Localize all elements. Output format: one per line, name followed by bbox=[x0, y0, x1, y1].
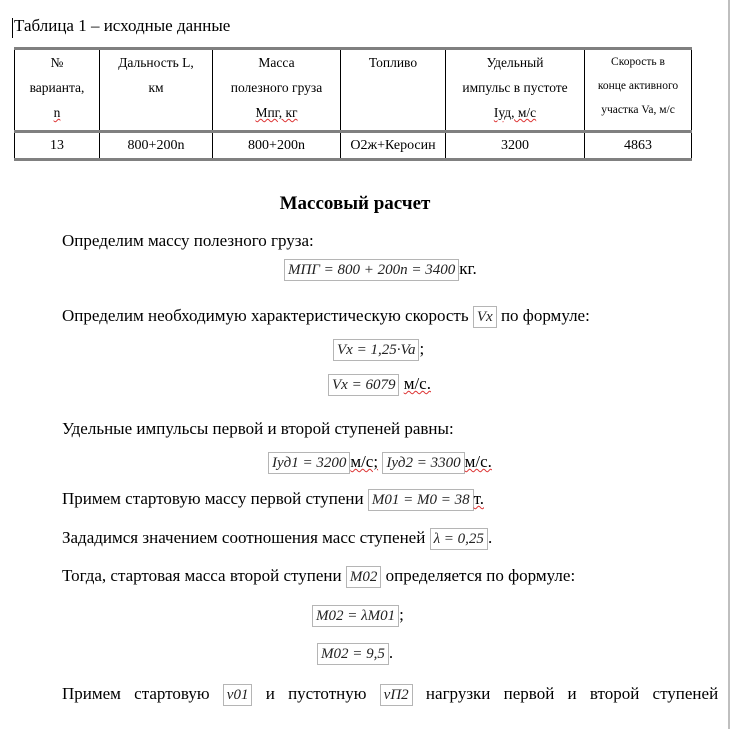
formula: M01 = M0 = 38 bbox=[368, 489, 474, 511]
header-variant: № варианта, n bbox=[15, 49, 100, 132]
paragraph: Определим массу полезного груза: bbox=[62, 231, 314, 250]
table-title: Таблица 1 – исходные данные bbox=[14, 16, 231, 35]
formula: M02 = 9,5 bbox=[317, 643, 389, 665]
header-specific-impulse: Удельный импульс в пустоте Iуд, м/с bbox=[446, 49, 585, 132]
formula-line bbox=[268, 452, 492, 474]
table-row bbox=[15, 132, 692, 160]
unit: . bbox=[388, 643, 394, 662]
formula-line bbox=[333, 339, 424, 361]
formula: MПГ = 800 + 200n = 3400 bbox=[284, 259, 459, 281]
formula-line bbox=[312, 605, 404, 627]
formula: Vx bbox=[473, 306, 497, 328]
cell-variant: 13 bbox=[15, 132, 100, 160]
unit: м/с. bbox=[464, 452, 492, 471]
header-velocity: Скорость в конце активного участка Va, м/с bbox=[585, 49, 692, 132]
header-payload: Масса полезного груза Mпг, кг bbox=[213, 49, 341, 132]
unit: т. bbox=[473, 489, 484, 508]
formula: ν01 bbox=[223, 684, 253, 706]
unit: кг. bbox=[459, 259, 477, 278]
header-range: Дальность L, км bbox=[100, 49, 213, 132]
formula: M02 = λM01 bbox=[312, 605, 399, 627]
formula-line bbox=[317, 643, 393, 665]
formula: νП2 bbox=[380, 684, 413, 706]
formula-line bbox=[328, 374, 431, 396]
paragraph bbox=[62, 566, 575, 588]
unit: ; bbox=[419, 339, 425, 358]
text: Определим необходимую характеристическую скорость bbox=[62, 306, 469, 325]
header-fuel: Топливо bbox=[341, 49, 446, 132]
cell-impulse: 3200 bbox=[446, 132, 585, 160]
table-header-row bbox=[15, 49, 692, 132]
unit: ; bbox=[399, 605, 404, 624]
cell-velocity: 4863 bbox=[585, 132, 692, 160]
cell-range: 800+200n bbox=[100, 132, 213, 160]
formula: Vx = 6079 bbox=[328, 374, 399, 396]
source-data-table bbox=[14, 47, 692, 161]
cell-fuel: O2ж+Керосин bbox=[341, 132, 446, 160]
formula-line bbox=[284, 259, 477, 281]
paragraph bbox=[62, 528, 492, 550]
text: по формуле: bbox=[500, 306, 590, 325]
paragraph bbox=[62, 489, 484, 511]
formula: Iуд1 = 3200 bbox=[268, 452, 350, 474]
unit: м/с; bbox=[350, 452, 379, 471]
text: определяется по формуле: bbox=[385, 566, 576, 585]
paragraph bbox=[62, 306, 590, 328]
section-heading: Массовый расчет bbox=[279, 193, 431, 214]
paragraph: Удельные импульсы первой и второй ступеней равны: bbox=[62, 419, 454, 438]
text: Примем стартовую массу первой ступени bbox=[62, 489, 364, 508]
text: Тогда, стартовая масса второй ступени bbox=[62, 566, 342, 585]
text-cursor bbox=[12, 18, 13, 38]
text: Примем стартовую bbox=[62, 684, 210, 703]
page-edge bbox=[728, 0, 730, 729]
formula: λ = 0,25 bbox=[430, 528, 488, 550]
formula: Iуд2 = 3300 bbox=[382, 452, 464, 474]
paragraph bbox=[62, 684, 718, 706]
unit: м/с. bbox=[403, 374, 431, 393]
formula: M02 bbox=[346, 566, 382, 588]
unit: . bbox=[487, 528, 493, 547]
formula: Vx = 1,25·Va bbox=[333, 339, 419, 361]
text: Зададимся значением соотношения масс ступеней bbox=[62, 528, 426, 547]
text: нагрузки первой и второй ступеней bbox=[425, 684, 719, 703]
text: и пустотную bbox=[265, 684, 367, 703]
cell-payload: 800+200n bbox=[213, 132, 341, 160]
